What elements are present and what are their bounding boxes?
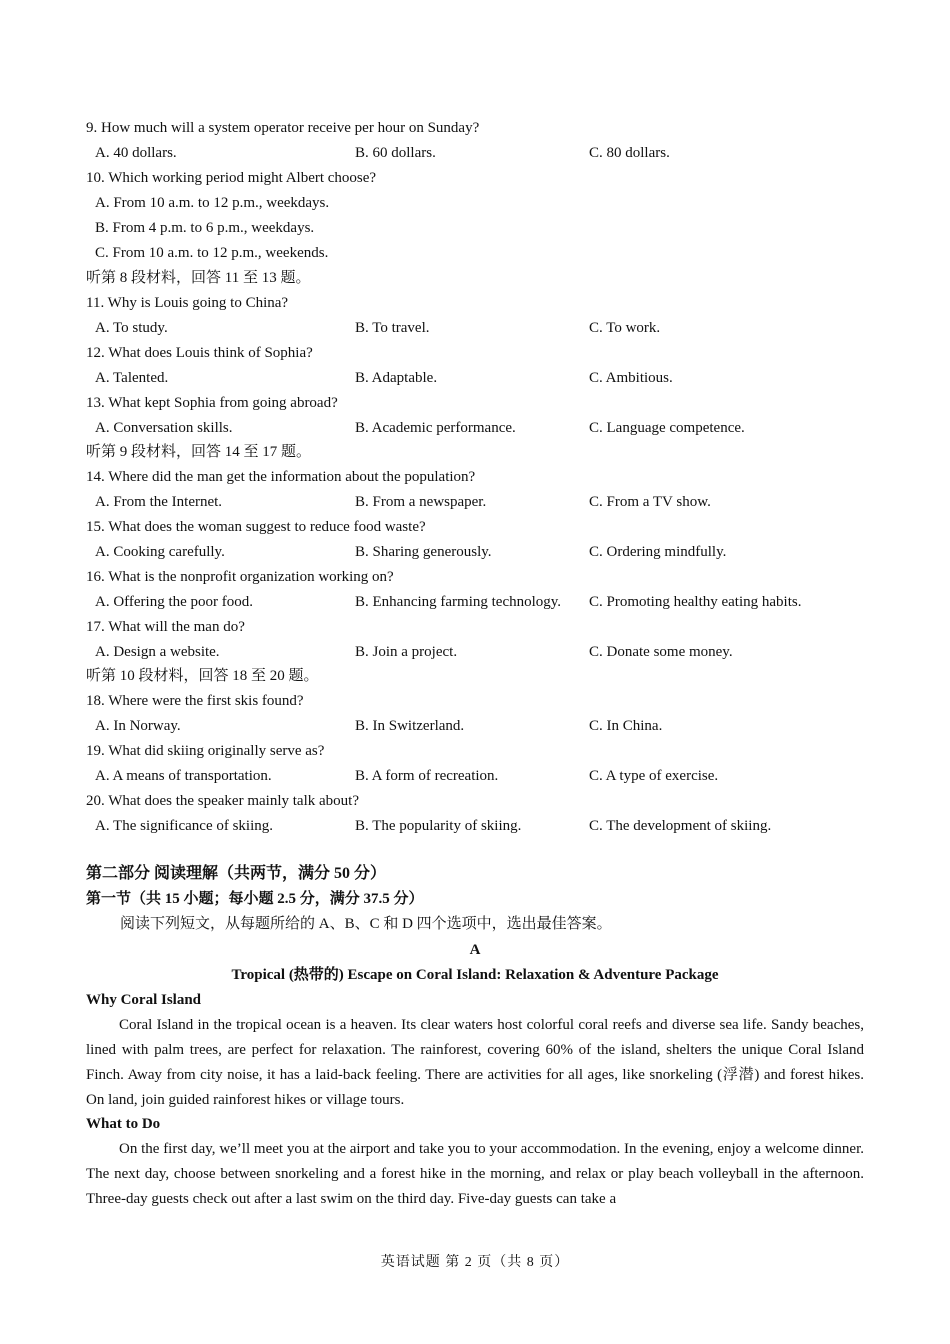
option-b: B. Join a project. [355, 644, 458, 660]
question-18: 18. Where were the first skis found? [86, 693, 304, 709]
paragraph-why-coral-island: Coral Island in the tropical ocean is a heaven. Its clear waters host colorful coral reefs and diverse sea life. Sandy beaches, lined with palm trees, are perfect for relaxation. The rainforest, covering 60% of the island, shelters the unique Coral Island Finch. Away from city noise, it has a laid-back feeling. There are activities for all ages, like snorkeling (浮潜) and forest hikes. On land, join guided rainforest hikes or village tours. [86, 1017, 864, 1108]
question-9-options [95, 141, 895, 166]
option-a: A. Talented. [95, 370, 169, 386]
option-c: C. Ambitious. [589, 370, 673, 386]
paragraph-what-to-do: On the first day, we’ll meet you at the airport and take you to your accommodation. In the evening, enjoy a welcome dinner. The next day, choose between snorkeling and a forest hike in the morning, and relax or play beach volleyball in the afternoon. Three-day guests check out after a last swim on the third day. Five-day guests can take a [86, 1141, 864, 1207]
question-15: 15. What does the woman suggest to reduce food waste? [86, 519, 426, 535]
option-b: B. Sharing generously. [355, 544, 492, 560]
option-b: B. From a newspaper. [355, 494, 487, 510]
option-a: A. To study. [95, 320, 168, 336]
question-17-options [95, 640, 895, 665]
passage-letter: A [469, 942, 481, 958]
option-a: A. Conversation skills. [95, 420, 233, 436]
question-20: 20. What does the speaker mainly talk about? [86, 793, 359, 809]
question-16-options [95, 590, 895, 615]
question-13: 13. What kept Sophia from going abroad? [86, 395, 338, 411]
option-a: A. Design a website. [95, 644, 220, 660]
option-b: B. The popularity of skiing. [355, 818, 522, 834]
option-c: C. The development of skiing. [589, 818, 772, 834]
option-c: C. A type of exercise. [589, 768, 719, 784]
option-a: A. From the Internet. [95, 494, 223, 510]
question-16: 16. What is the nonprofit organization working on? [86, 569, 394, 585]
option-a: A. In Norway. [95, 718, 181, 734]
option-c: C. Language competence. [589, 420, 745, 436]
option-b: B. To travel. [355, 320, 430, 336]
question-11-options [95, 316, 895, 341]
instruction-section-9: 听第 9 段材料，回答 14 至 17 题。 [86, 444, 312, 460]
option-b: B. Academic performance. [355, 420, 516, 436]
part-two-title: 第二部分 阅读理解（共两节，满分 50 分） [86, 865, 387, 882]
question-12-options [95, 366, 895, 391]
option-c: C. 80 dollars. [589, 145, 670, 161]
option-b: B. Enhancing farming technology. [355, 594, 562, 610]
question-14-options [95, 490, 895, 515]
question-12: 12. What does Louis think of Sophia? [86, 345, 313, 361]
option-b: B. In Switzerland. [355, 718, 465, 734]
passage-title: Tropical (热带的) Escape on Coral Island: Relaxation & Adventure Package [231, 967, 719, 983]
question-20-options [95, 814, 895, 839]
question-15-options [95, 540, 895, 565]
option-c: C. From 10 a.m. to 12 p.m., weekends. [95, 245, 329, 261]
option-a: A. Cooking carefully. [95, 544, 225, 560]
option-c: C. To work. [589, 320, 661, 336]
option-a: A. A means of transportation. [95, 768, 272, 784]
option-c: C. Donate some money. [589, 644, 733, 660]
instruction-section-8: 听第 8 段材料，回答 11 至 13 题。 [86, 270, 311, 286]
option-c: C. From a TV show. [589, 494, 711, 510]
page-footer: 英语试题 第 2 页（共 8 页） [380, 1255, 570, 1270]
question-19: 19. What did skiing originally serve as? [86, 743, 325, 759]
option-b: B. From 4 p.m. to 6 p.m., weekdays. [95, 220, 315, 236]
section-one-title: 第一节（共 15 小题；每小题 2.5 分，满分 37.5 分） [86, 891, 424, 907]
option-c: C. In China. [589, 718, 663, 734]
option-b: B. Adaptable. [355, 370, 438, 386]
question-19-options [95, 764, 895, 789]
option-a: A. 40 dollars. [95, 145, 177, 161]
heading-why-coral-island: Why Coral Island [86, 992, 202, 1008]
question-14: 14. Where did the man get the information about the population? [86, 469, 476, 485]
heading-what-to-do: What to Do [86, 1116, 161, 1132]
question-17: 17. What will the man do? [86, 619, 245, 635]
option-c: C. Promoting healthy eating habits. [589, 594, 802, 610]
option-b: B. 60 dollars. [355, 145, 436, 161]
option-c: C. Ordering mindfully. [589, 544, 727, 560]
question-18-options [95, 714, 895, 739]
question-11: 11. Why is Louis going to China? [86, 295, 289, 311]
option-a: A. From 10 a.m. to 12 p.m., weekdays. [95, 195, 330, 211]
reading-instruction: 阅读下列短文，从每题所给的 A、B、C 和 D 四个选项中，选出最佳答案。 [120, 916, 612, 932]
question-9: 9. How much will a system operator receive per hour on Sunday? [86, 120, 480, 136]
option-b: B. A form of recreation. [355, 768, 499, 784]
option-a: A. Offering the poor food. [95, 594, 254, 610]
question-13-options [95, 416, 895, 441]
option-a: A. The significance of skiing. [95, 818, 274, 834]
instruction-section-10: 听第 10 段材料，回答 18 至 20 题。 [86, 668, 319, 684]
question-10: 10. Which working period might Albert choose? [86, 170, 377, 186]
